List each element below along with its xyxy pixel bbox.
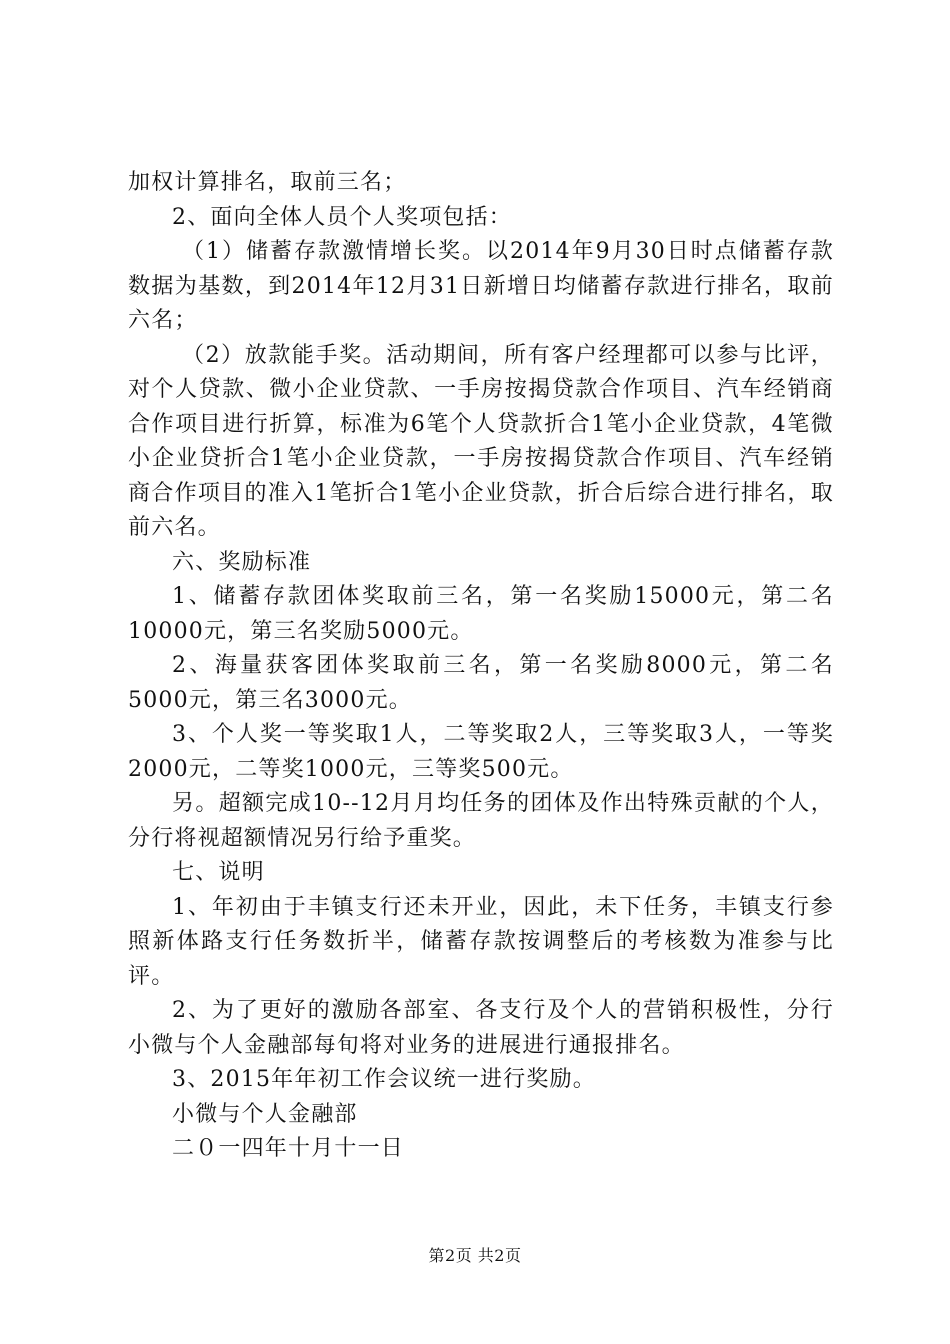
paragraph-13: 3、2015年年初工作会议统一进行奖励。 (172, 1067, 596, 1092)
paragraph-7: 2、海量获客团体奖取前三名，第一名奖励8000元，第二名5000元，第三名3000元。 (128, 653, 834, 713)
paragraph-12: 2、为了更好的激励各部室、各支行及个人的营销积极性，分行小微与个人金融部每旬将对业务的进展进行通报排名。 (128, 998, 834, 1058)
paragraph-2: 2、面向全体人员个人奖项包括： (172, 204, 512, 230)
signature-date: 二０一四年十月十一日 (172, 1136, 405, 1161)
paragraph-11: 1、年初由于丰镇支行还未开业，因此，未下任务，丰镇支行参照新体路支行任务数折半，储蓄存款按调整后的考核数为准参与比评。 (128, 894, 834, 989)
signature-department: 小微与个人金融部 (172, 1101, 358, 1127)
paragraph-9: 另。超额完成10--12月月均任务的团体及作出特殊贡献的个人，分行将视超额情况另行给予重奖。 (128, 791, 834, 851)
paragraph-3: （1）储蓄存款激情增长奖。以2014年9月30日时点储蓄存款数据为基数，到2014年12月31日新增日均储蓄存款进行排名，取前六名； (128, 239, 834, 333)
paragraph-8: 3、个人奖一等奖取1人，二等奖取2人，三等奖取3人，一等奖2000元，二等奖1000元，三等奖500元。 (128, 722, 834, 782)
document-body (128, 166, 834, 1167)
paragraph-6: 1、储蓄存款团体奖取前三名，第一名奖励15000元，第二名10000元，第三名奖励5000元。 (128, 584, 834, 644)
paragraph-4: （2）放款能手奖。活动期间，所有客户经理都可以参与比评，对个人贷款、微小企业贷款、一手房按揭贷款合作项目、汽车经销商合作项目进行折算，标准为6笔个人贷款折合1笔小企业贷款，4笔微小企业贷折合1笔小企业贷款，一手房按揭贷款合作项目、汽车经销商合作项目的准入1笔折合1笔小企业贷款，折合后综合进行排名，取前六名。 (128, 342, 834, 540)
page-number-footer: 第2页 共2页 (428, 1246, 522, 1265)
section-heading-7: 七、说明 (172, 860, 265, 885)
paragraph-1: 加权计算排名，取前三名； (128, 170, 407, 195)
section-heading-6: 六、奖励标准 (172, 549, 312, 575)
